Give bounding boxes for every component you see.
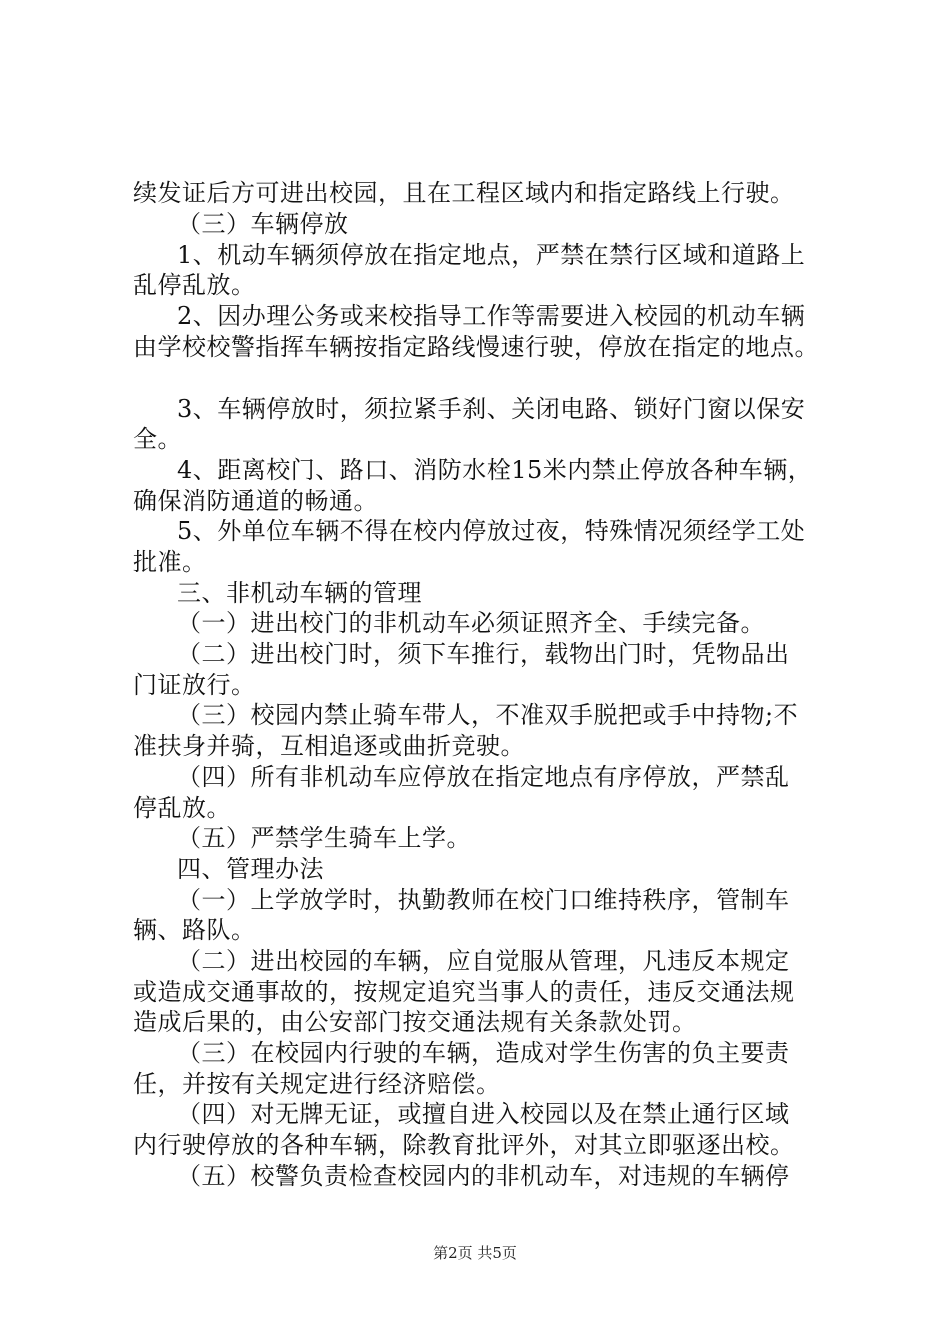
text-line: 或造成交通事故的，按规定追究当事人的责任，违反交通法规 <box>133 978 795 1006</box>
text-line: 由学校校警指挥车辆按指定路线慢速行驶，停放在指定的地点。 <box>133 333 819 361</box>
text-line: 乱停乱放。 <box>133 271 256 299</box>
text-line: （五）严禁学生骑车上学。 <box>177 824 471 852</box>
text-line: 任，并按有关规定进行经济赔偿。 <box>133 1070 501 1098</box>
text-line: 3、车辆停放时，须拉紧手刹、关闭电路、锁好门窗以保安 <box>177 395 806 423</box>
text-line: （二）进出校园的车辆，应自觉服从管理，凡违反本规定 <box>177 947 790 975</box>
text-line: 停乱放。 <box>133 794 231 822</box>
text-line: （四）所有非机动车应停放在指定地点有序停放，严禁乱 <box>177 763 790 791</box>
section-heading: （三）车辆停放 <box>177 210 349 238</box>
text-line: （三）在校园内行驶的车辆，造成对学生伤害的负主要责 <box>177 1039 790 1067</box>
section-heading: 三、非机动车辆的管理 <box>177 579 422 607</box>
text-line: 1、机动车辆须停放在指定地点，严禁在禁行区域和道路上 <box>177 241 806 269</box>
text-line: 5、外单位车辆不得在校内停放过夜，特殊情况须经学工处 <box>177 517 806 545</box>
text-line: 准扶身并骑，互相追逐或曲折竞驶。 <box>133 732 525 760</box>
text-line: 辆、路队。 <box>133 916 256 944</box>
text-line: 4、距离校门、路口、消防水栓15米内禁止停放各种车辆， <box>177 456 813 484</box>
text-line: （一）进出校门的非机动车必须证照齐全、手续完备。 <box>177 609 765 637</box>
text-line: （五）校警负责检查校园内的非机动车，对违规的车辆停 <box>177 1162 790 1190</box>
text-line: 造成后果的，由公安部门按交通法规有关条款处罚。 <box>133 1008 697 1036</box>
text-line: 续发证后方可进出校园，且在工程区域内和指定路线上行驶。 <box>133 179 795 207</box>
text-line: （四）对无牌无证，或擅自进入校园以及在禁止通行区域 <box>177 1100 790 1128</box>
text-line: 确保消防通道的畅通。 <box>133 487 378 515</box>
text-line: 门证放行。 <box>133 671 256 699</box>
section-heading: 四、管理办法 <box>177 855 324 883</box>
text-line: 2、因办理公务或来校指导工作等需要进入校园的机动车辆 <box>177 302 806 330</box>
text-line: （一）上学放学时，执勤教师在校门口维持秩序，管制车 <box>177 886 790 914</box>
text-line: 全。 <box>133 425 182 453</box>
page-number-footer: 第2页 共5页 <box>433 1244 517 1262</box>
text-line: （二）进出校门时，须下车推行，载物出门时，凭物品出 <box>177 640 790 668</box>
text-line: 批准。 <box>133 548 207 576</box>
text-line: 内行驶停放的各种车辆，除教育批评外，对其立即驱逐出校。 <box>133 1131 795 1159</box>
text-line: （三）校园内禁止骑车带人，不准双手脱把或手中持物;不 <box>177 701 799 729</box>
